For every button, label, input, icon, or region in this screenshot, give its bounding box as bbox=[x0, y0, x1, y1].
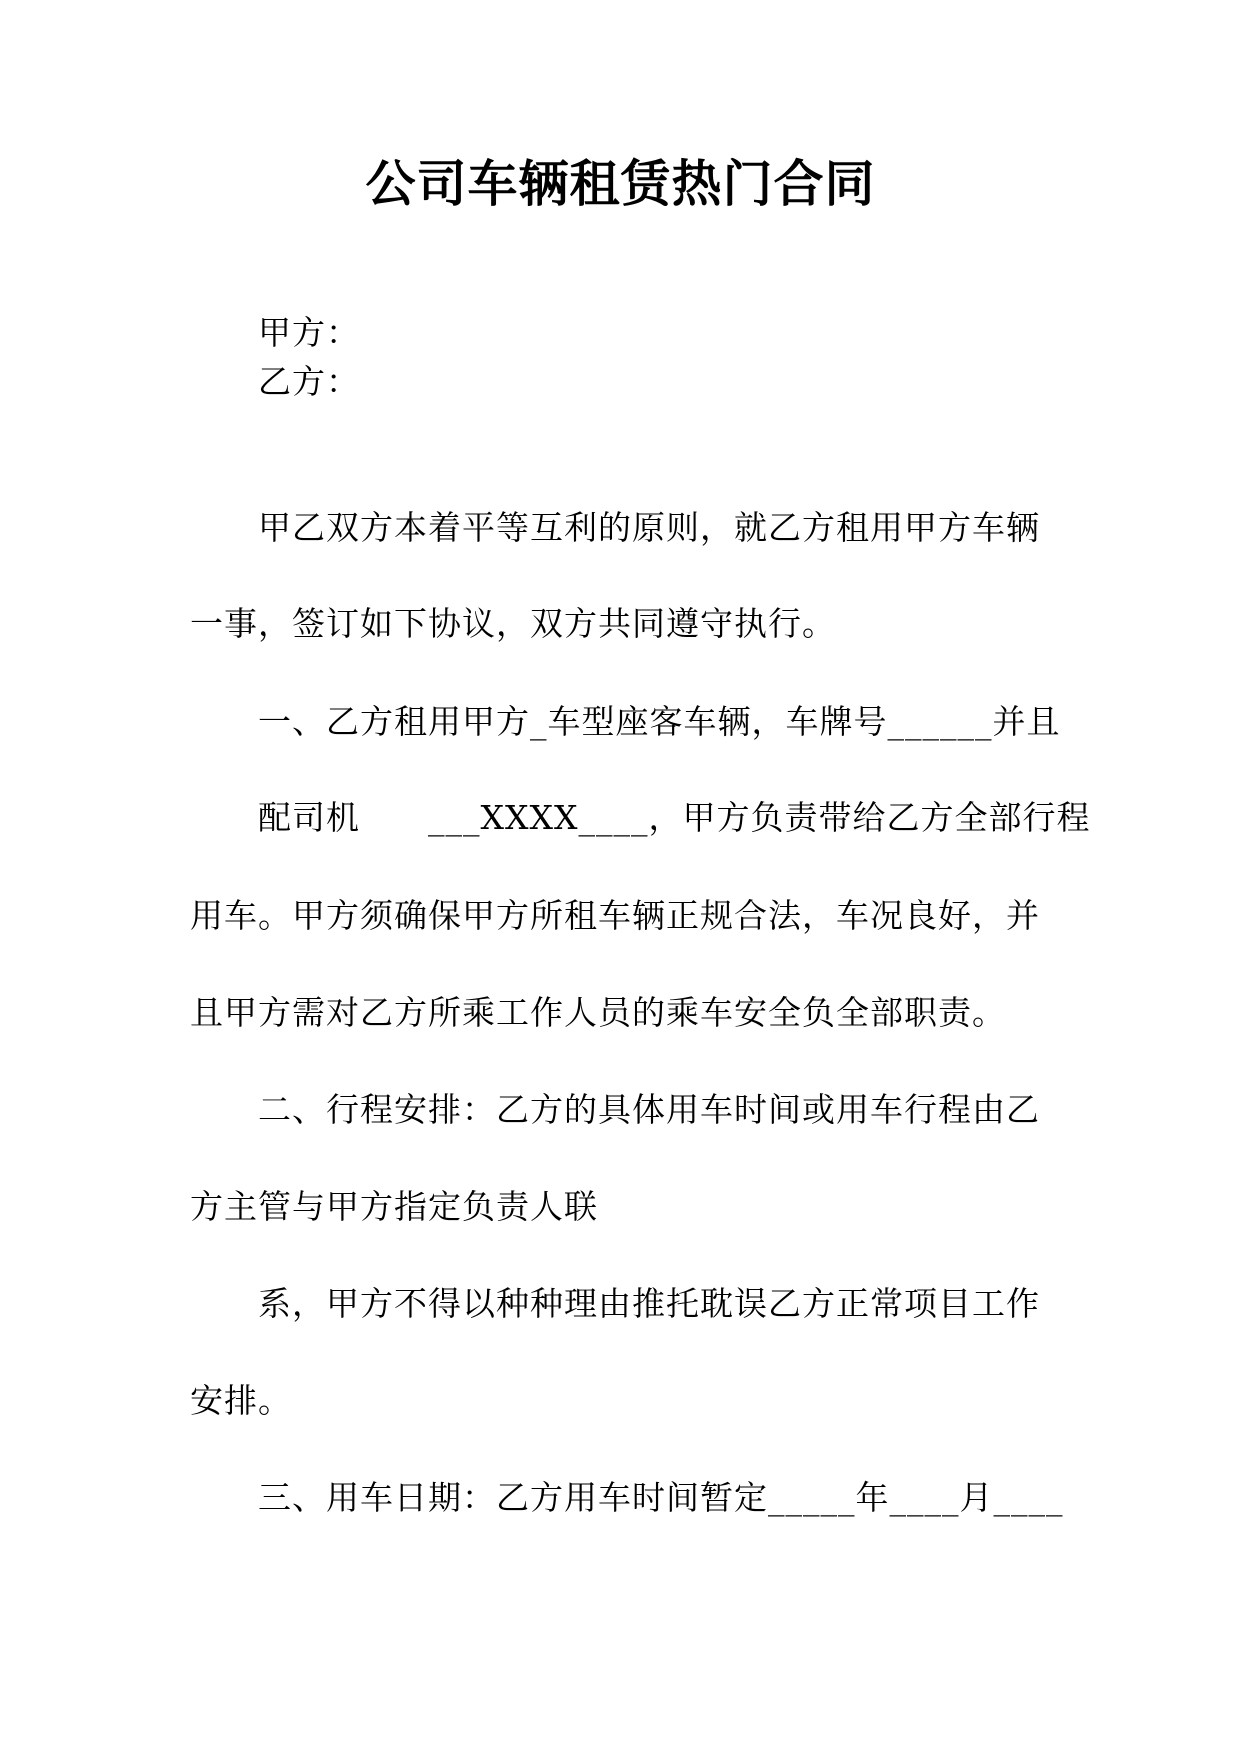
party-b-line: 乙方： bbox=[258, 362, 360, 401]
paragraph-line: 三、用车日期：乙方用车时间暂定_____年____月____ bbox=[258, 1478, 1064, 1517]
paragraph-line: 安排。 bbox=[190, 1381, 292, 1420]
paragraph-line: 一、乙方租用甲方_车型座客车辆，车牌号______并且 bbox=[258, 702, 1061, 741]
paragraph-line: 方主管与甲方指定负责人联 bbox=[190, 1187, 598, 1226]
paragraph-line: 一事，签订如下协议，双方共同遵守执行。 bbox=[190, 604, 836, 643]
paragraph-line: 二、行程安排：乙方的具体用车时间或用车行程由乙 bbox=[258, 1090, 1040, 1129]
paragraph-line: 且甲方需对乙方所乘工作人员的乘车安全负全部职责。 bbox=[190, 993, 1006, 1032]
paragraph-line: 配司机 ___XXXX____，甲方负责带给乙方全部行程 bbox=[258, 798, 1091, 837]
paragraph-line: 用车。甲方须确保甲方所租车辆正规合法，车况良好，并 bbox=[190, 896, 1040, 935]
document-title: 公司车辆租赁热门合同 bbox=[365, 155, 876, 213]
party-a-line: 甲方： bbox=[258, 313, 360, 352]
paragraph-line: 甲乙双方本着平等互利的原则，就乙方租用甲方车辆 bbox=[258, 508, 1040, 547]
paragraph-line: 系，甲方不得以种种理由推托耽误乙方正常项目工作 bbox=[258, 1284, 1040, 1323]
